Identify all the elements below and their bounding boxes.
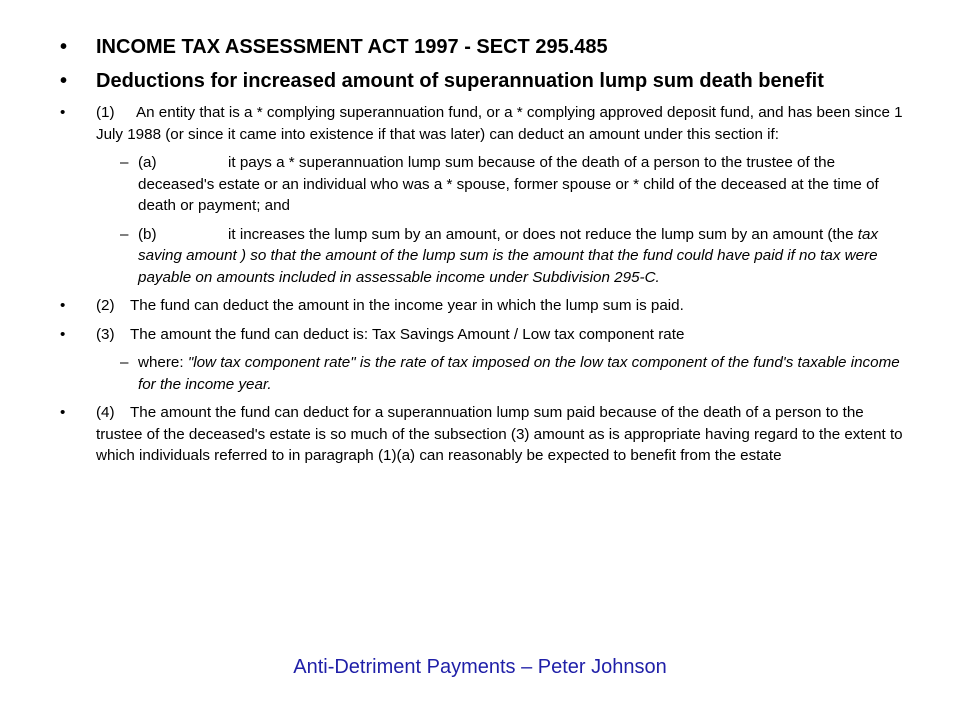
bullet-icon: •: [60, 325, 66, 343]
subsection-2: [60, 295, 910, 317]
dash-icon: –: [120, 354, 129, 371]
subsection-text: The fund can deduct the amount in the income year in which the lump sum is paid.: [130, 297, 684, 314]
heading-title-item: [60, 34, 910, 60]
dash-icon: –: [120, 154, 129, 171]
paragraph-1a: [60, 152, 910, 217]
bullet-icon: •: [60, 70, 68, 92]
subsection-3-where: [60, 352, 910, 395]
subsection-4: [60, 402, 910, 467]
paragraph-text: it increases the lump sum by an amount, or does not reduce the lump sum by an amount (the: [228, 225, 858, 243]
subsection-number: (3): [96, 325, 115, 343]
bullet-icon: •: [60, 104, 66, 121]
subsection-text: The amount the fund can deduct is: Tax Savings Amount / Low tax component rate: [130, 325, 685, 343]
paragraph-text-italic: tax saving amount ) so that the amount of the lump sum is the amount that the fund could have paid if no tax were payable on amounts included in assessable income under Subdivision 295-C.: [138, 225, 879, 286]
heading-title: INCOME TAX ASSESSMENT ACT 1997 - SECT 295.485: [96, 36, 608, 58]
subsection-3: [60, 324, 910, 346]
paragraph-1b: [60, 224, 910, 289]
bullet-icon: •: [60, 404, 66, 421]
subsection-1: [60, 102, 910, 145]
heading-subtitle-item: [60, 68, 910, 94]
paragraph-text: it pays a * superannuation lump sum because of the death of a person to the trustee of the deceased's estate or an individual who was a * spouse, former spouse or * child of the deceased at the time of death or payment; and: [138, 154, 879, 214]
where-label: where:: [138, 354, 188, 371]
slide-content: [60, 34, 910, 467]
where-text-italic: "low tax component rate" is the rate of tax imposed on the low tax component of the fund's taxable income for the income year.: [138, 354, 900, 393]
subsection-number: (4): [96, 404, 115, 421]
subsection-text: An entity that is a * complying superannuation fund, or a * complying approved deposit fund, and has been since 1 July 1988 (or since it came into existence if that was later) can deduct an amount under this section if:: [96, 104, 903, 143]
slide-footer: Anti-Detriment Payments – Peter Johnson: [293, 656, 667, 678]
bullet-icon: •: [60, 297, 66, 314]
subsection-text: The amount the fund can deduct for a superannuation lump sum paid because of the death of a person to the trustee of the deceased's estate is so much of the subsection (3) amount as is appropriate having regard to the extent to which individuals referred to in paragraph (1)(a) can reasonably be expected to benefit from the estate: [96, 404, 903, 464]
paragraph-number: (a): [138, 154, 157, 171]
subsection-number: (2): [96, 297, 115, 314]
bullet-icon: •: [60, 36, 68, 58]
subsection-number: (1): [96, 104, 115, 121]
dash-icon: –: [120, 225, 129, 243]
paragraph-number: (b): [138, 225, 157, 243]
heading-subtitle: Deductions for increased amount of superannuation lump sum death benefit: [96, 70, 824, 92]
